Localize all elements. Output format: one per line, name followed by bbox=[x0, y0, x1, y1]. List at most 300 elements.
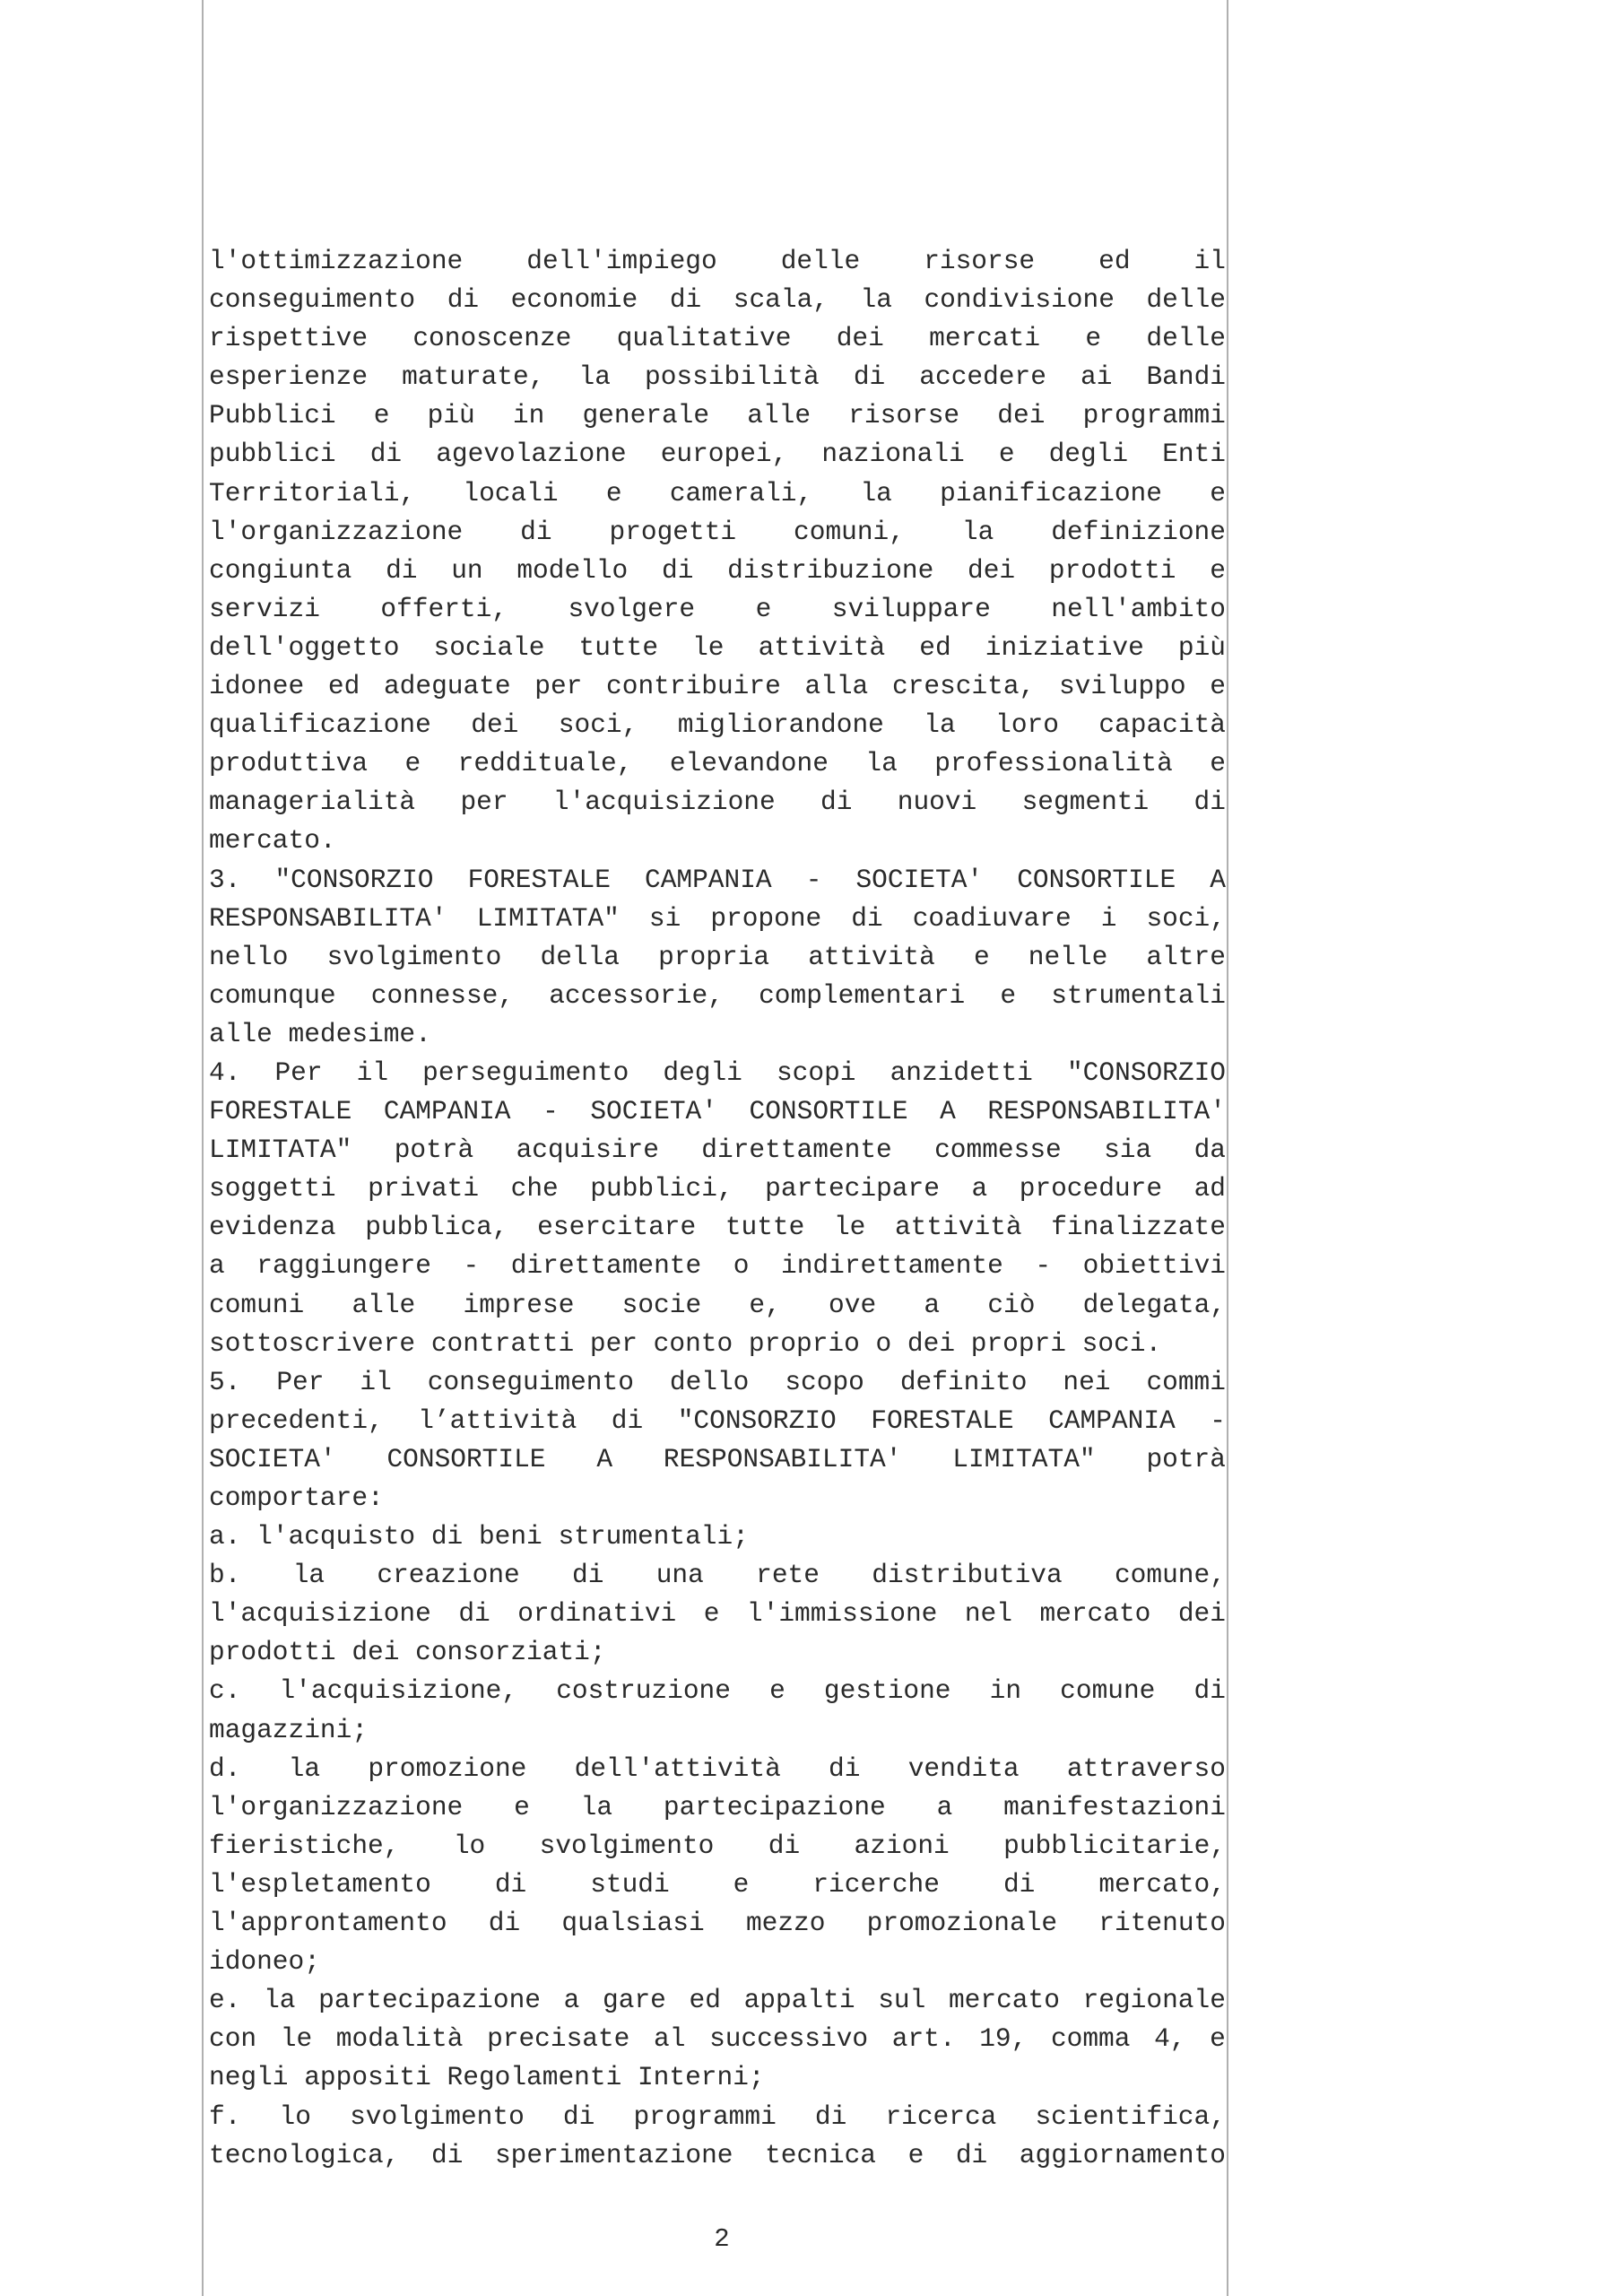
word: modello bbox=[516, 554, 629, 586]
word: FORESTALE bbox=[871, 1405, 1014, 1436]
word: perseguimento bbox=[422, 1057, 629, 1088]
word: "CONSORZIO bbox=[1066, 1057, 1226, 1088]
word: ordinativi bbox=[517, 1598, 677, 1630]
word: sociale bbox=[433, 631, 545, 663]
word: di bbox=[851, 902, 883, 934]
word: c. bbox=[209, 1675, 241, 1707]
word: delle bbox=[1146, 284, 1226, 316]
word: CONSORTILE bbox=[749, 1096, 908, 1127]
word: e bbox=[1000, 979, 1017, 1011]
word: SOCIETA' bbox=[590, 1096, 717, 1127]
word: CAMPANIA bbox=[383, 1096, 511, 1127]
word: la bbox=[865, 748, 898, 779]
word: CAMPANIA bbox=[645, 864, 772, 895]
word: la bbox=[580, 1791, 613, 1822]
word: 4, bbox=[1154, 2023, 1186, 2055]
word: e bbox=[769, 1675, 785, 1707]
word: partecipare bbox=[765, 1173, 940, 1205]
text-line: mercato. bbox=[209, 825, 336, 857]
word: commesse bbox=[934, 1135, 1062, 1166]
word: ed bbox=[919, 631, 951, 663]
text-line bbox=[209, 1054, 1226, 1092]
word: esercitare bbox=[537, 1212, 697, 1243]
word: la bbox=[860, 284, 892, 316]
word: pianificazione bbox=[940, 477, 1162, 509]
text-line bbox=[209, 938, 1226, 977]
word: produttiva bbox=[209, 748, 369, 779]
word: azioni bbox=[854, 1830, 950, 1861]
word: lo bbox=[279, 2100, 311, 2132]
word: dei bbox=[968, 554, 1016, 586]
word: l'organizzazione bbox=[209, 516, 464, 547]
word: promozionale bbox=[866, 1908, 1058, 1939]
word: il bbox=[1193, 246, 1226, 276]
word: crescita, bbox=[891, 671, 1036, 702]
word: ricerca bbox=[885, 2100, 997, 2132]
word: - bbox=[463, 1250, 480, 1282]
word: europei, bbox=[660, 439, 788, 470]
text-line bbox=[209, 1904, 1226, 1943]
word: le bbox=[692, 631, 725, 663]
word: dell'oggetto bbox=[209, 631, 400, 663]
word: di bbox=[520, 516, 552, 547]
word: commi bbox=[1146, 1366, 1226, 1397]
word: - bbox=[805, 864, 822, 895]
text-line bbox=[209, 1170, 1226, 1208]
word: appalti bbox=[743, 1985, 855, 2016]
word: a bbox=[936, 1791, 953, 1822]
word: FORESTALE bbox=[209, 1096, 352, 1127]
word: ai bbox=[1081, 361, 1113, 393]
word: di bbox=[829, 1752, 861, 1784]
text-line: prodotti dei consorziati; bbox=[209, 1637, 606, 1668]
word: precedenti, bbox=[209, 1405, 384, 1436]
word: di bbox=[611, 1405, 644, 1436]
word: potrà bbox=[1146, 1443, 1226, 1474]
text-line bbox=[209, 319, 1226, 358]
word: comma bbox=[1050, 2023, 1131, 2055]
word: con bbox=[209, 2023, 257, 2055]
word: i bbox=[1100, 902, 1117, 934]
word: ed bbox=[689, 1985, 721, 2016]
word: 4. bbox=[209, 1057, 241, 1088]
word: raggiungere bbox=[256, 1250, 431, 1282]
word: la bbox=[288, 1752, 321, 1784]
text-line bbox=[209, 1092, 1226, 1131]
word: la bbox=[264, 1985, 296, 2016]
word: nazionali bbox=[821, 439, 965, 470]
text-line bbox=[209, 1827, 1226, 1866]
word: gare bbox=[603, 1985, 666, 2016]
word: ed bbox=[1098, 246, 1131, 276]
word: FORESTALE bbox=[467, 864, 611, 895]
word: e bbox=[404, 748, 421, 779]
word: Pubblici bbox=[209, 400, 336, 431]
text-line bbox=[209, 706, 1226, 744]
word: CONSORTILE bbox=[1017, 864, 1176, 895]
word: dei bbox=[997, 400, 1046, 431]
word: soci, bbox=[1146, 902, 1226, 934]
word: tutte bbox=[725, 1212, 805, 1243]
word: di bbox=[494, 1868, 527, 1900]
word: di bbox=[431, 2139, 464, 2170]
text-line bbox=[209, 783, 1226, 822]
word: SOCIETA' bbox=[209, 1443, 336, 1474]
word: pubblici, bbox=[590, 1173, 733, 1205]
word: l’attività bbox=[418, 1405, 577, 1436]
word: elevandone bbox=[669, 748, 829, 779]
word: il bbox=[360, 1366, 392, 1397]
text-line bbox=[209, 629, 1226, 667]
word: sia bbox=[1104, 1135, 1152, 1166]
word: LIMITATA" bbox=[952, 1443, 1096, 1474]
word: condivisione bbox=[924, 284, 1115, 316]
text-line bbox=[209, 1402, 1226, 1440]
word: sperimentazione bbox=[494, 2139, 733, 2170]
word: programmi bbox=[1082, 400, 1226, 431]
word: pubblicitarie, bbox=[1003, 1830, 1226, 1861]
word: di bbox=[853, 361, 886, 393]
text-line bbox=[209, 590, 1226, 629]
word: nuovi bbox=[897, 787, 977, 818]
word: comune, bbox=[1114, 1560, 1226, 1591]
text-line bbox=[209, 1866, 1226, 1904]
word: e. bbox=[209, 1985, 241, 2016]
word: esperienze bbox=[209, 361, 369, 393]
word: sviluppare bbox=[831, 593, 991, 624]
word: degli bbox=[663, 1057, 742, 1088]
word: e bbox=[998, 439, 1015, 470]
word: rete bbox=[756, 1560, 820, 1591]
word: alla bbox=[804, 671, 869, 702]
word: nei bbox=[1063, 1366, 1111, 1397]
word: generale bbox=[582, 400, 710, 431]
word: scopi bbox=[776, 1057, 856, 1088]
word: a bbox=[924, 1289, 941, 1320]
text-line bbox=[209, 1363, 1226, 1402]
word: prodotti bbox=[1048, 554, 1176, 586]
text-line bbox=[209, 1208, 1226, 1247]
word: capacità bbox=[1098, 709, 1226, 741]
word: anzidetti bbox=[890, 1057, 1033, 1088]
text-line bbox=[209, 1556, 1226, 1595]
word: privati bbox=[368, 1173, 480, 1205]
word: la bbox=[578, 361, 611, 393]
word: partecipazione bbox=[318, 1985, 541, 2016]
word: evidenza bbox=[209, 1212, 336, 1243]
word: al bbox=[654, 2023, 686, 2055]
word: della bbox=[540, 941, 621, 972]
word: si bbox=[648, 902, 681, 934]
text-line bbox=[209, 977, 1226, 1015]
word: e bbox=[1210, 554, 1226, 586]
word: lo bbox=[453, 1830, 486, 1861]
word: delle bbox=[780, 246, 861, 276]
word: indirettamente bbox=[781, 1250, 1003, 1282]
word: dell'impiego bbox=[526, 246, 717, 276]
word: e bbox=[733, 1868, 750, 1900]
word: dei bbox=[1177, 1598, 1226, 1630]
word: il bbox=[356, 1057, 389, 1088]
word: soggetti bbox=[209, 1173, 336, 1205]
word: le bbox=[833, 1212, 866, 1243]
document-body bbox=[209, 242, 1226, 2175]
text-line bbox=[209, 1247, 1226, 1285]
word: attraverso bbox=[1066, 1752, 1226, 1784]
word: di bbox=[669, 284, 702, 316]
text-line: negli appositi Regolamenti Interni; bbox=[209, 2062, 765, 2093]
word: maturate, bbox=[402, 361, 545, 393]
word: A bbox=[596, 1443, 613, 1474]
word: e bbox=[1210, 671, 1226, 702]
left-margin-rule bbox=[202, 0, 204, 2296]
word: A bbox=[940, 1096, 956, 1127]
word: socie bbox=[621, 1289, 702, 1320]
word: la bbox=[924, 709, 956, 741]
word: dell'attività bbox=[574, 1752, 781, 1784]
word: comuni bbox=[209, 1289, 305, 1320]
text-line bbox=[209, 1981, 1226, 2020]
word: delle bbox=[1146, 323, 1226, 354]
word: le bbox=[280, 2023, 313, 2055]
word: gestione bbox=[823, 1675, 951, 1707]
word: a bbox=[209, 1250, 225, 1282]
word: d. bbox=[209, 1752, 241, 1784]
word: più bbox=[1177, 631, 1226, 663]
text-line: sottoscrivere contratti per conto proprio o dei propri soci. bbox=[209, 1327, 1162, 1359]
word: LIMITATA" bbox=[476, 902, 620, 934]
word: accedere bbox=[919, 361, 1046, 393]
word: risorse bbox=[848, 400, 960, 431]
word: CAMPANIA bbox=[1048, 1405, 1176, 1436]
word: "CONSORZIO bbox=[274, 864, 434, 895]
word: l'approntamento bbox=[209, 1908, 447, 1939]
word: attività bbox=[894, 1212, 1022, 1243]
word: vendita bbox=[907, 1752, 1020, 1784]
word: nel bbox=[964, 1598, 1012, 1630]
word: idonee bbox=[209, 671, 305, 702]
word: promozione bbox=[368, 1752, 527, 1784]
word: di bbox=[562, 2100, 595, 2132]
word: tutte bbox=[578, 631, 659, 663]
word: reddituale, bbox=[457, 748, 633, 779]
word: e, bbox=[749, 1289, 781, 1320]
word: RESPONSABILITA' bbox=[209, 902, 447, 934]
word: RESPONSABILITA' bbox=[663, 1443, 902, 1474]
word: obiettivi bbox=[1082, 1250, 1226, 1282]
word: la bbox=[860, 477, 892, 509]
word: precisate bbox=[487, 2023, 630, 2055]
word: acquisire bbox=[516, 1135, 659, 1166]
word: e bbox=[514, 1791, 530, 1822]
word: più bbox=[427, 400, 475, 431]
word: direttamente bbox=[510, 1250, 702, 1282]
word: l'espletamento bbox=[209, 1868, 431, 1900]
word: art. bbox=[891, 2023, 956, 2055]
word: attività bbox=[758, 631, 886, 663]
word: comunque bbox=[209, 979, 336, 1011]
word: qualsiasi bbox=[561, 1908, 705, 1939]
word: svolgimento bbox=[350, 2100, 525, 2132]
word: - bbox=[542, 1096, 559, 1127]
word: direttamente bbox=[701, 1135, 892, 1166]
word: managerialità bbox=[209, 787, 416, 818]
word: degli bbox=[1048, 439, 1129, 470]
word: economie bbox=[510, 284, 638, 316]
word: mercato bbox=[948, 1985, 1060, 2016]
word: e bbox=[755, 593, 772, 624]
word: 19, bbox=[979, 2023, 1028, 2055]
word: di bbox=[572, 1560, 604, 1591]
word: sul bbox=[878, 1985, 926, 2016]
text-line bbox=[209, 2136, 1226, 2175]
word: comuni, bbox=[794, 516, 905, 547]
word: una bbox=[655, 1560, 704, 1591]
word: altre bbox=[1146, 941, 1226, 972]
word: risorse bbox=[924, 246, 1036, 276]
word: f. bbox=[209, 2100, 241, 2132]
word: pubblica, bbox=[365, 1212, 508, 1243]
word: - bbox=[1210, 1405, 1226, 1436]
word: congiunta bbox=[209, 554, 352, 586]
word: scientifica, bbox=[1035, 2100, 1226, 2132]
word: a bbox=[971, 1173, 988, 1205]
word: iniziative bbox=[985, 631, 1144, 663]
word: di bbox=[1193, 787, 1226, 818]
word: fieristiche, bbox=[209, 1830, 400, 1861]
word: l'ottimizzazione bbox=[209, 246, 464, 276]
word: qualificazione bbox=[209, 709, 431, 741]
word: mercati bbox=[929, 323, 1041, 354]
word: SOCIETA' bbox=[855, 864, 984, 895]
word: per bbox=[534, 671, 583, 702]
word: CONSORTILE bbox=[386, 1443, 546, 1474]
text-line bbox=[209, 1286, 1226, 1325]
text-line bbox=[209, 1672, 1226, 1710]
word: contribuire bbox=[606, 671, 781, 702]
word: complementari bbox=[759, 979, 966, 1011]
word: in bbox=[512, 400, 545, 431]
word: l'acquisizione bbox=[209, 1598, 431, 1630]
word: e bbox=[907, 2139, 924, 2170]
word: di bbox=[458, 1598, 490, 1630]
word: tecnica bbox=[765, 2139, 876, 2170]
text-line bbox=[209, 1595, 1226, 1633]
text-line bbox=[209, 358, 1226, 396]
word: 3. bbox=[209, 864, 241, 895]
word: soci, bbox=[558, 709, 638, 741]
word: nell'ambito bbox=[1051, 593, 1226, 624]
word: da bbox=[1193, 1135, 1226, 1166]
word: di bbox=[386, 554, 418, 586]
word: svolgimento bbox=[539, 1830, 715, 1861]
word: possibilità bbox=[645, 361, 820, 393]
word: creazione bbox=[377, 1560, 520, 1591]
word: dei bbox=[471, 709, 519, 741]
word: regionale bbox=[1082, 1985, 1226, 2016]
text-line: idoneo; bbox=[209, 1946, 320, 1978]
word: tecnologica, bbox=[209, 2139, 400, 2170]
word: Bandi bbox=[1146, 361, 1226, 393]
word: Territoriali, bbox=[209, 477, 416, 509]
word: ove bbox=[829, 1289, 877, 1320]
word: rispettive bbox=[209, 323, 369, 354]
word: loro bbox=[995, 709, 1059, 741]
word: qualitative bbox=[616, 323, 792, 354]
word: conoscenze bbox=[412, 323, 572, 354]
word: offerti, bbox=[380, 593, 508, 624]
word: ricerche bbox=[812, 1868, 940, 1900]
text-line bbox=[209, 2098, 1226, 2136]
word: ritenuto bbox=[1098, 1908, 1226, 1939]
text-line bbox=[209, 1131, 1226, 1170]
text-line bbox=[209, 900, 1226, 938]
word: imprese bbox=[463, 1289, 575, 1320]
word: modalità bbox=[335, 2023, 464, 2055]
word: scala, bbox=[733, 284, 829, 316]
word: Per bbox=[276, 1366, 325, 1397]
word: propone bbox=[710, 902, 822, 934]
word: successivo bbox=[709, 2023, 869, 2055]
word: di bbox=[814, 2100, 847, 2132]
word: ed bbox=[327, 671, 360, 702]
word: pubblici bbox=[209, 439, 336, 470]
text-line bbox=[209, 281, 1226, 319]
word: e bbox=[1210, 748, 1226, 779]
word: l'immissione bbox=[746, 1598, 938, 1630]
word: - bbox=[1035, 1250, 1052, 1282]
page-number: 2 bbox=[714, 2224, 730, 2254]
word: agevolazione bbox=[436, 439, 627, 470]
text-line bbox=[209, 242, 1226, 281]
word: ciò bbox=[987, 1289, 1036, 1320]
word: che bbox=[510, 1173, 559, 1205]
text-line bbox=[209, 435, 1226, 474]
word: definito bbox=[899, 1366, 1028, 1397]
word: connesse, bbox=[370, 979, 515, 1011]
word: dello bbox=[669, 1366, 750, 1397]
word: e bbox=[703, 1598, 720, 1630]
word: conseguimento bbox=[427, 1366, 634, 1397]
word: e bbox=[1210, 2023, 1226, 2055]
word: e bbox=[1210, 477, 1226, 509]
word: mercato, bbox=[1098, 1868, 1226, 1900]
text-line bbox=[209, 1440, 1226, 1479]
word: manifestazioni bbox=[1003, 1791, 1226, 1822]
text-line: alle medesime. bbox=[209, 1018, 431, 1049]
text-line bbox=[209, 396, 1226, 435]
word: nelle bbox=[1028, 941, 1108, 972]
word: di bbox=[662, 554, 694, 586]
word: di bbox=[488, 1908, 521, 1939]
word: finalizzate bbox=[1051, 1212, 1226, 1243]
word: A bbox=[1210, 864, 1226, 895]
text-line bbox=[209, 667, 1226, 706]
text-line bbox=[209, 513, 1226, 552]
word: potrà bbox=[394, 1135, 474, 1166]
word: dei bbox=[836, 323, 884, 354]
word: e bbox=[605, 477, 622, 509]
word: programmi bbox=[633, 2100, 777, 2132]
word: "CONSORZIO bbox=[677, 1405, 837, 1436]
word: nello bbox=[209, 941, 289, 972]
word: strumentali bbox=[1051, 979, 1226, 1011]
word: 5. bbox=[209, 1366, 241, 1397]
word: costruzione bbox=[556, 1675, 731, 1707]
text-line: a. l'acquisto di beni strumentali; bbox=[209, 1521, 749, 1552]
word: distributiva bbox=[872, 1560, 1063, 1591]
word: alle bbox=[747, 400, 812, 431]
